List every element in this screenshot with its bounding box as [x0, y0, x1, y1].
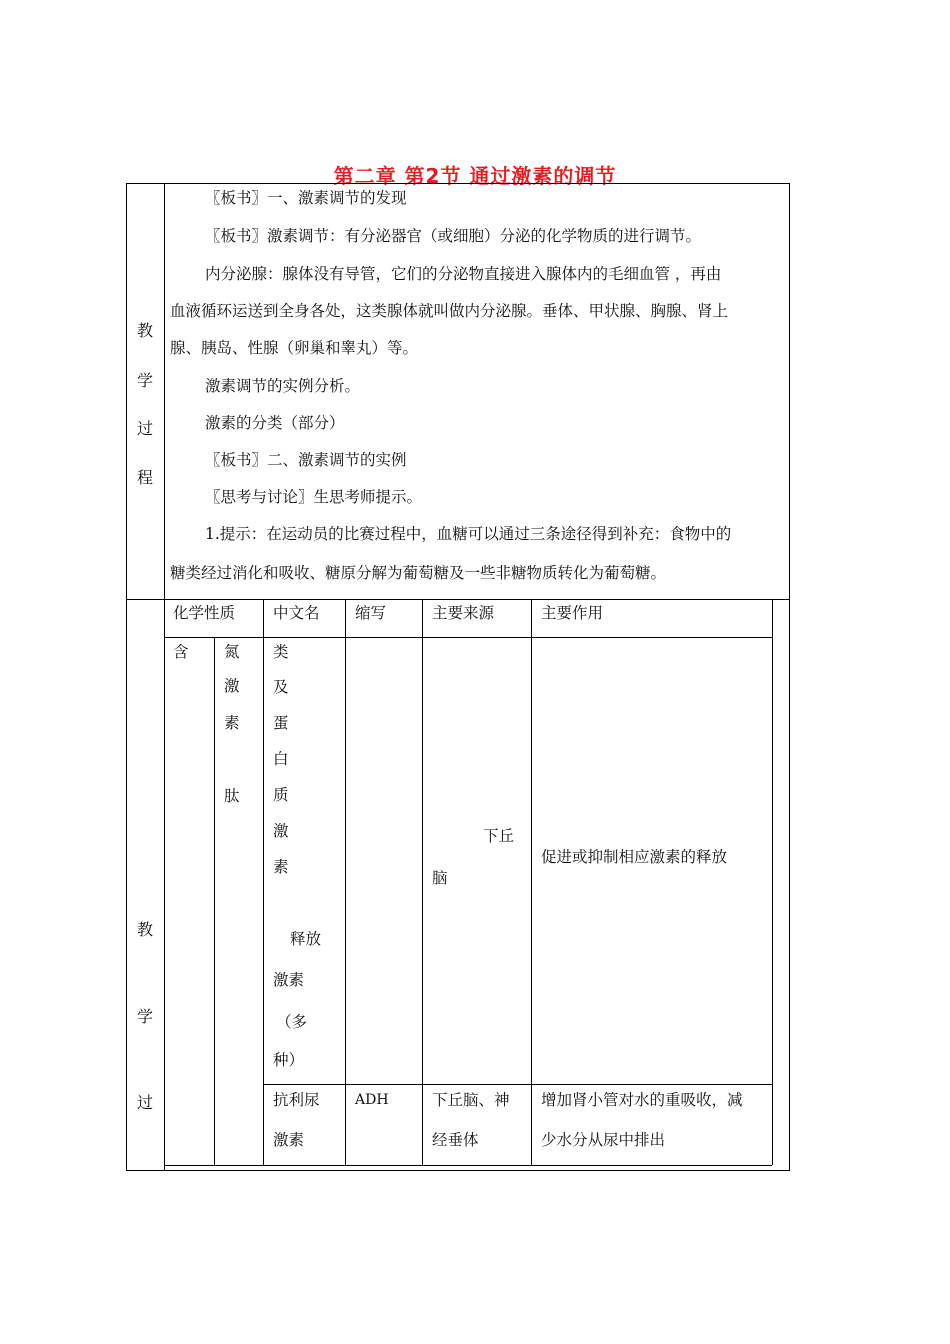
- section1-side-label-3: 过: [136, 419, 153, 438]
- chem-nature-col2-3: 素: [224, 714, 240, 732]
- row1-name-2: 及: [273, 678, 289, 696]
- row1-name-6: 激: [273, 822, 289, 840]
- row2-abbreviation: ADH: [355, 1092, 389, 1108]
- row1-source-1: 下丘: [483, 827, 515, 845]
- section1-line-11: 糖类经过消化和吸收、糖原分解为葡萄糖及一些非糖物质转化为葡萄糖。: [170, 564, 667, 582]
- hormone-table-bottom: [164, 1165, 772, 1166]
- row1-name-4: 白: [273, 750, 289, 768]
- section2-side-label-1: 教: [136, 920, 153, 939]
- chem-nature-col2-1: 氮: [224, 643, 240, 661]
- hormone-col-divider-1: [214, 637, 215, 1165]
- row1-name-11: 种）: [273, 1051, 305, 1069]
- header-chinese-name: 中文名: [273, 604, 320, 622]
- section1-line-2: 〖板书〗激素调节：有分泌器官（或细胞）分泌的化学物质的进行调节。: [205, 227, 702, 245]
- chem-nature-col1: 含: [173, 643, 189, 661]
- row2-name-1: 抗利尿: [273, 1091, 320, 1109]
- header-main-source: 主要来源: [432, 604, 495, 622]
- hormone-col-divider-3: [345, 599, 346, 1165]
- hormone-table-row-divider: [263, 1084, 772, 1085]
- section1-line-9: 〖思考与讨论〗生思考师提示。: [205, 488, 423, 506]
- row1-name-8: 释放: [290, 930, 322, 948]
- section1-line-10: 1.提示：在运动员的比赛过程中，血糖可以通过三条途径得到补充：食物中的: [205, 525, 732, 543]
- row2-source-2: 经垂体: [432, 1131, 479, 1149]
- section2-side-label-2: 学: [136, 1007, 153, 1026]
- page-title: 第二章 第2节 通过激素的调节: [333, 164, 617, 188]
- section1-line-6: 激素调节的实例分析。: [205, 377, 361, 395]
- row2-effect-2: 少水分从尿中排出: [541, 1131, 666, 1149]
- hormone-col-divider-5: [531, 599, 532, 1165]
- hormone-col-divider-4: [422, 599, 423, 1165]
- side-column-divider: [164, 183, 165, 1171]
- row1-name-1: 类: [273, 643, 289, 661]
- header-chemical-nature: 化学性质: [173, 604, 236, 622]
- section1-line-8: 〖板书〗二、激素调节的实例: [205, 451, 407, 469]
- section1-line-7: 激素的分类（部分）: [205, 414, 345, 432]
- section1-side-label-1: 教: [136, 321, 153, 340]
- row1-name-7: 素: [273, 858, 289, 876]
- row1-effect: 促进或抑制相应激素的释放: [541, 848, 728, 866]
- hormone-table-top: [164, 599, 772, 600]
- hormone-col-divider-2: [263, 599, 264, 1165]
- section1-line-5: 腺、胰岛、性腺（卵巢和睾丸）等。: [170, 339, 419, 357]
- chem-nature-col2-2: 激: [224, 677, 240, 695]
- row2-effect-1: 增加肾小管对水的重吸收，减: [541, 1091, 743, 1109]
- section1-line-3: 内分泌腺：腺体没有导管，它们的分泌物直接进入腺体内的毛细血管 ，再由: [205, 265, 722, 283]
- section1-line-1: 〖板书〗一、激素调节的发现: [205, 189, 407, 207]
- row2-name-2: 激素: [273, 1131, 305, 1149]
- row1-name-9: 激素: [273, 971, 305, 989]
- hormone-table-right: [772, 599, 773, 1165]
- header-main-effect: 主要作用: [541, 604, 604, 622]
- row1-name-5: 质: [273, 786, 289, 804]
- section1-line-4: 血液循环运送到全身各处，这类腺体就叫做内分泌腺。垂体、甲状腺、胸腺、肾上: [170, 302, 729, 320]
- row1-name-10: （多: [276, 1013, 308, 1031]
- row1-source-2: 脑: [432, 869, 448, 887]
- section1-side-label-4: 程: [136, 468, 153, 487]
- chem-nature-col2-4: 肽: [224, 787, 240, 805]
- section1-side-label-2: 学: [136, 371, 153, 390]
- header-abbreviation: 缩写: [355, 604, 387, 622]
- section2-side-label-3: 过: [136, 1093, 153, 1112]
- row2-source-1: 下丘脑、神: [432, 1091, 510, 1109]
- hormone-table-header-bottom: [164, 637, 772, 638]
- row1-name-3: 蛋: [273, 714, 289, 732]
